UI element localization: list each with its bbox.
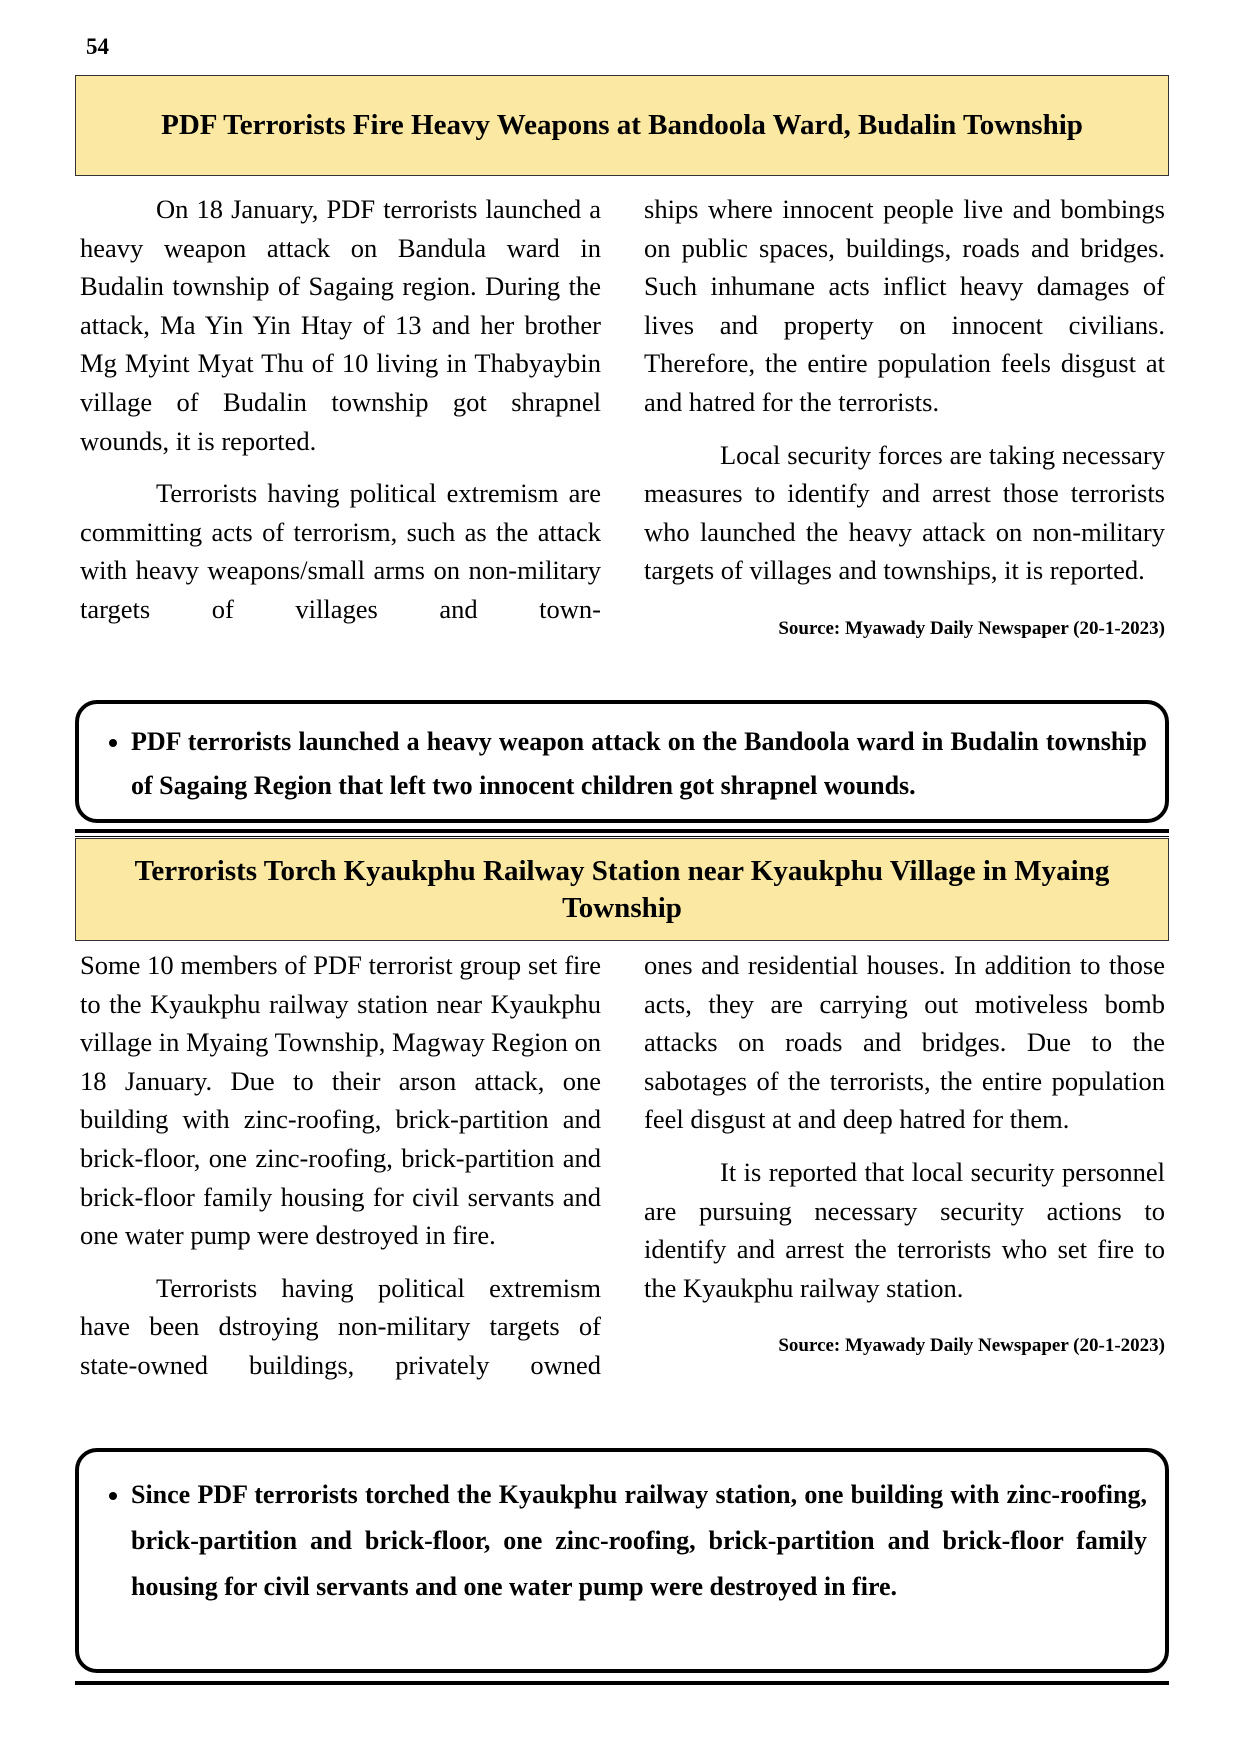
article2-title-text: Terrorists Torch Kyaukphu Railway Station near Kyaukphu Village in Myaing Township [134, 854, 1110, 924]
divider-rule [75, 829, 1169, 833]
article2-paragraph-1: Some 10 members of PDF terrorist group set fire to the Kyaukphu railway station near Kyaukphu village in Myaing Township, Magway Region on 18 January. Due to their arson attack, one building with zinc-roofing, brick-partition and brick-floor, one zinc-roofing, brick-partition and brick-floor family housing for civil servants and one water pump were destroyed in fire. [80, 950, 601, 1251]
divider-rule-thin [75, 836, 1169, 837]
article2-left-column [80, 946, 601, 1385]
article1-title-text: PDF Terrorists Fire Heavy Weapons at Bandoola Ward, Budalin Township [161, 109, 1083, 141]
article2-summary-box [75, 1448, 1169, 1673]
article1-right-column [644, 190, 1165, 642]
article2-source: Source: Myawady Daily Newspaper (20-1-2023) [778, 1335, 1165, 1357]
article2-paragraph-3: ones and residential houses. In addition to those acts, they are carrying out motiveless bomb attacks on roads and bridges. Due to the sabotages of the terrorists, the entire population feel disgust at and deep hatred for them. [644, 950, 1165, 1135]
bottom-rule [75, 1681, 1169, 1685]
article2-body [80, 946, 1165, 1385]
article1-source: Source: Myawady Daily Newspaper (20-1-2023) [778, 617, 1165, 639]
article1-summary-box [75, 700, 1169, 823]
article1-summary: • PDF terrorists launched a heavy weapon attack on the Bandoola ward in Budalin township of Sagaing Region that left two innocent children got shrapnel wounds. [131, 720, 1147, 808]
article2-right-column [644, 946, 1165, 1385]
article1-paragraph-1: On 18 January, PDF terrorists launched a heavy weapon attack on Bandula ward in Budalin township of Sagaing region. During the attack, Ma Yin Yin Htay of 13 and her brother Mg Myint Myat Thu of 10 living in Thabyaybin village of Budalin township got shrapnel wounds, it is reported. [80, 194, 601, 456]
article2-summary: • Since PDF terrorists torched the Kyaukphu railway station, one building with zinc-roofing, brick-partition and brick-floor, one zinc-roofing, brick-partition and brick-floor family housing for civil servants and one water pump were destroyed in fire. [131, 1472, 1147, 1610]
article2-paragraph-2: Terrorists having political extremism have been dstroying non-military targets of state-owned buildings, privately owned [80, 1272, 601, 1380]
article1-paragraph-3: ships where innocent people live and bombings on public spaces, buildings, roads and bridges. Such inhumane acts inflict heavy damages of lives and property on innocent civilians. Therefore, the entire population feels disgust at and hatred for the terrorists. [644, 194, 1165, 417]
article1-title [75, 75, 1169, 176]
article1-paragraph-2: Terrorists having political extremism are committing acts of terrorism, such as the attack with heavy weapons/small arms on non-military targets of villages and town- [80, 478, 601, 624]
article1-paragraph-4: Local security forces are taking necessary measures to identify and arrest those terrorists who launched the heavy attack on non-military targets of villages and townships, it is reported. [644, 439, 1165, 586]
page-number: 54 [86, 34, 109, 59]
article2-paragraph-4: It is reported that local security personnel are pursuing necessary security actions to identify and arrest the terrorists who set fire to the Kyaukphu railway station. [644, 1156, 1165, 1303]
article1-left-column [80, 190, 601, 642]
article2-title [75, 838, 1169, 941]
article1-body [80, 190, 1165, 642]
